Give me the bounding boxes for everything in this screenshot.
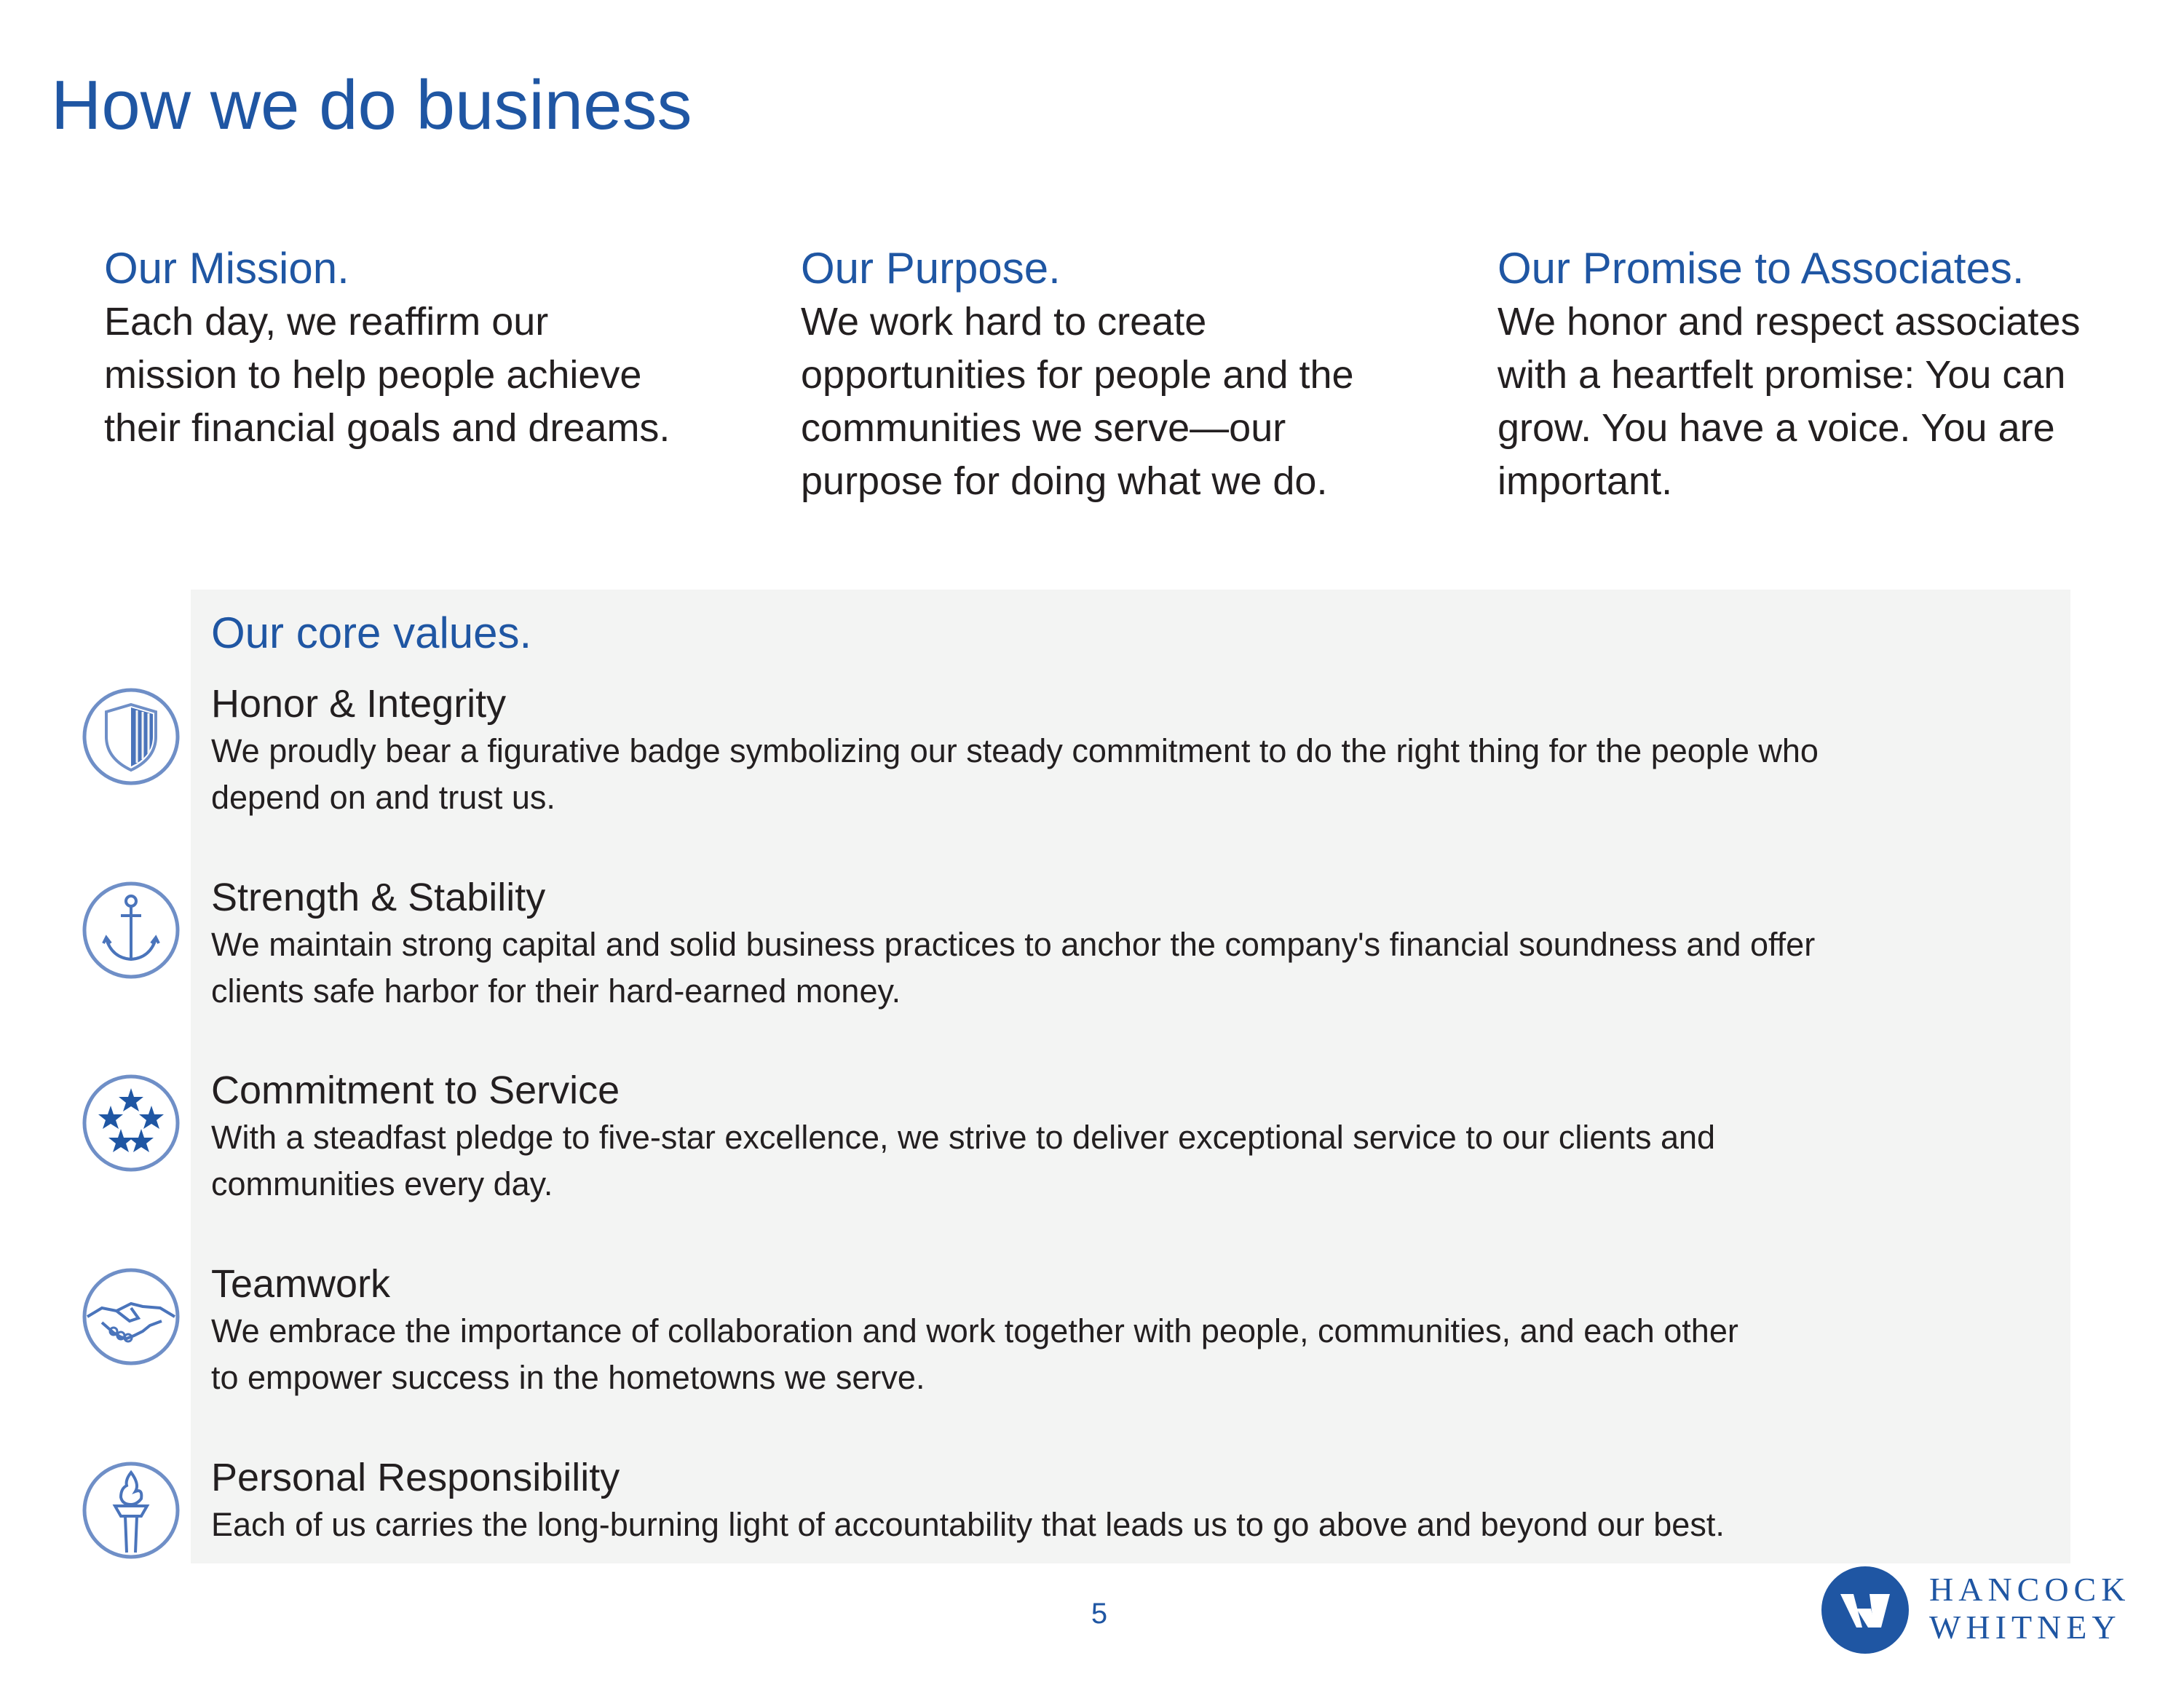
value-title: Personal Responsibility — [211, 1456, 620, 1499]
value-description — [211, 921, 2031, 1015]
purpose-section — [801, 242, 1427, 508]
value-description — [211, 728, 2031, 821]
value-desc-line: clients safe harbor for their hard-earned money. — [211, 972, 901, 1010]
purpose-line: communities we serve—our — [801, 406, 1286, 450]
purpose-line: We work hard to create — [801, 300, 1207, 344]
page-number: 5 — [1091, 1598, 1108, 1630]
logo-line-1: HANCOCK — [1929, 1571, 2131, 1608]
logo-wordmark — [1929, 1571, 2130, 1646]
value-title: Honor & Integrity — [211, 682, 507, 726]
mission-text — [104, 296, 730, 455]
mission-line: their financial goals and dreams. — [104, 406, 670, 450]
core-values-heading: Our core values. — [211, 608, 532, 657]
value-desc-line: to empower success in the hometowns we serve. — [211, 1359, 925, 1396]
purpose-line: purpose for doing what we do. — [801, 459, 1328, 503]
value-description — [211, 1308, 2031, 1401]
value-title: Teamwork — [211, 1262, 391, 1306]
handshake-icon — [80, 1266, 182, 1368]
purpose-text — [801, 296, 1427, 508]
purpose-line: opportunities for people and the — [801, 353, 1354, 397]
value-title: Commitment to Service — [211, 1069, 620, 1112]
promise-heading: Our Promise to Associates. — [1497, 244, 2025, 293]
anchor-icon — [80, 879, 182, 981]
logo-line-2: WHITNEY — [1929, 1609, 2121, 1646]
promise-line: important. — [1497, 459, 1673, 503]
promise-section — [1497, 242, 2153, 508]
purpose-heading: Our Purpose. — [801, 244, 1061, 293]
value-desc-line: With a steadfast pledge to five-star excellence, we strive to deliver exceptional service to our clients and — [211, 1119, 1716, 1156]
value-desc-line: depend on and trust us. — [211, 779, 555, 816]
torch-icon — [80, 1459, 182, 1561]
shield-icon — [80, 686, 182, 788]
value-desc-line: Each of us carries the long-burning light of accountability that leads us to go above and beyond our best. — [211, 1506, 1725, 1543]
promise-line: We honor and respect associates — [1497, 300, 2081, 344]
five-stars-icon — [80, 1072, 182, 1174]
hancock-whitney-logo — [1820, 1565, 2140, 1660]
value-desc-line: communities every day. — [211, 1165, 553, 1202]
value-description — [211, 1502, 2031, 1548]
mission-line: Each day, we reaffirm our — [104, 300, 549, 344]
promise-text — [1497, 296, 2153, 508]
value-desc-line: We maintain strong capital and solid business practices to anchor the company's financial soundness and offer — [211, 926, 1816, 963]
page-title: How we do business — [51, 66, 692, 144]
promise-line: with a heartfelt promise: You can — [1497, 353, 2066, 397]
promise-line: grow. You have a voice. You are — [1497, 406, 2055, 450]
value-description — [211, 1114, 2031, 1208]
logo-mark-icon — [1820, 1565, 1910, 1655]
value-desc-line: We embrace the importance of collaboration and work together with people, communities, and each other — [211, 1312, 1738, 1349]
value-title: Strength & Stability — [211, 876, 546, 919]
mission-heading: Our Mission. — [104, 244, 349, 293]
value-desc-line: We proudly bear a figurative badge symbolizing our steady commitment to do the right thing for the people who — [211, 732, 1819, 769]
mission-section — [104, 242, 730, 455]
mission-line: mission to help people achieve — [104, 353, 642, 397]
